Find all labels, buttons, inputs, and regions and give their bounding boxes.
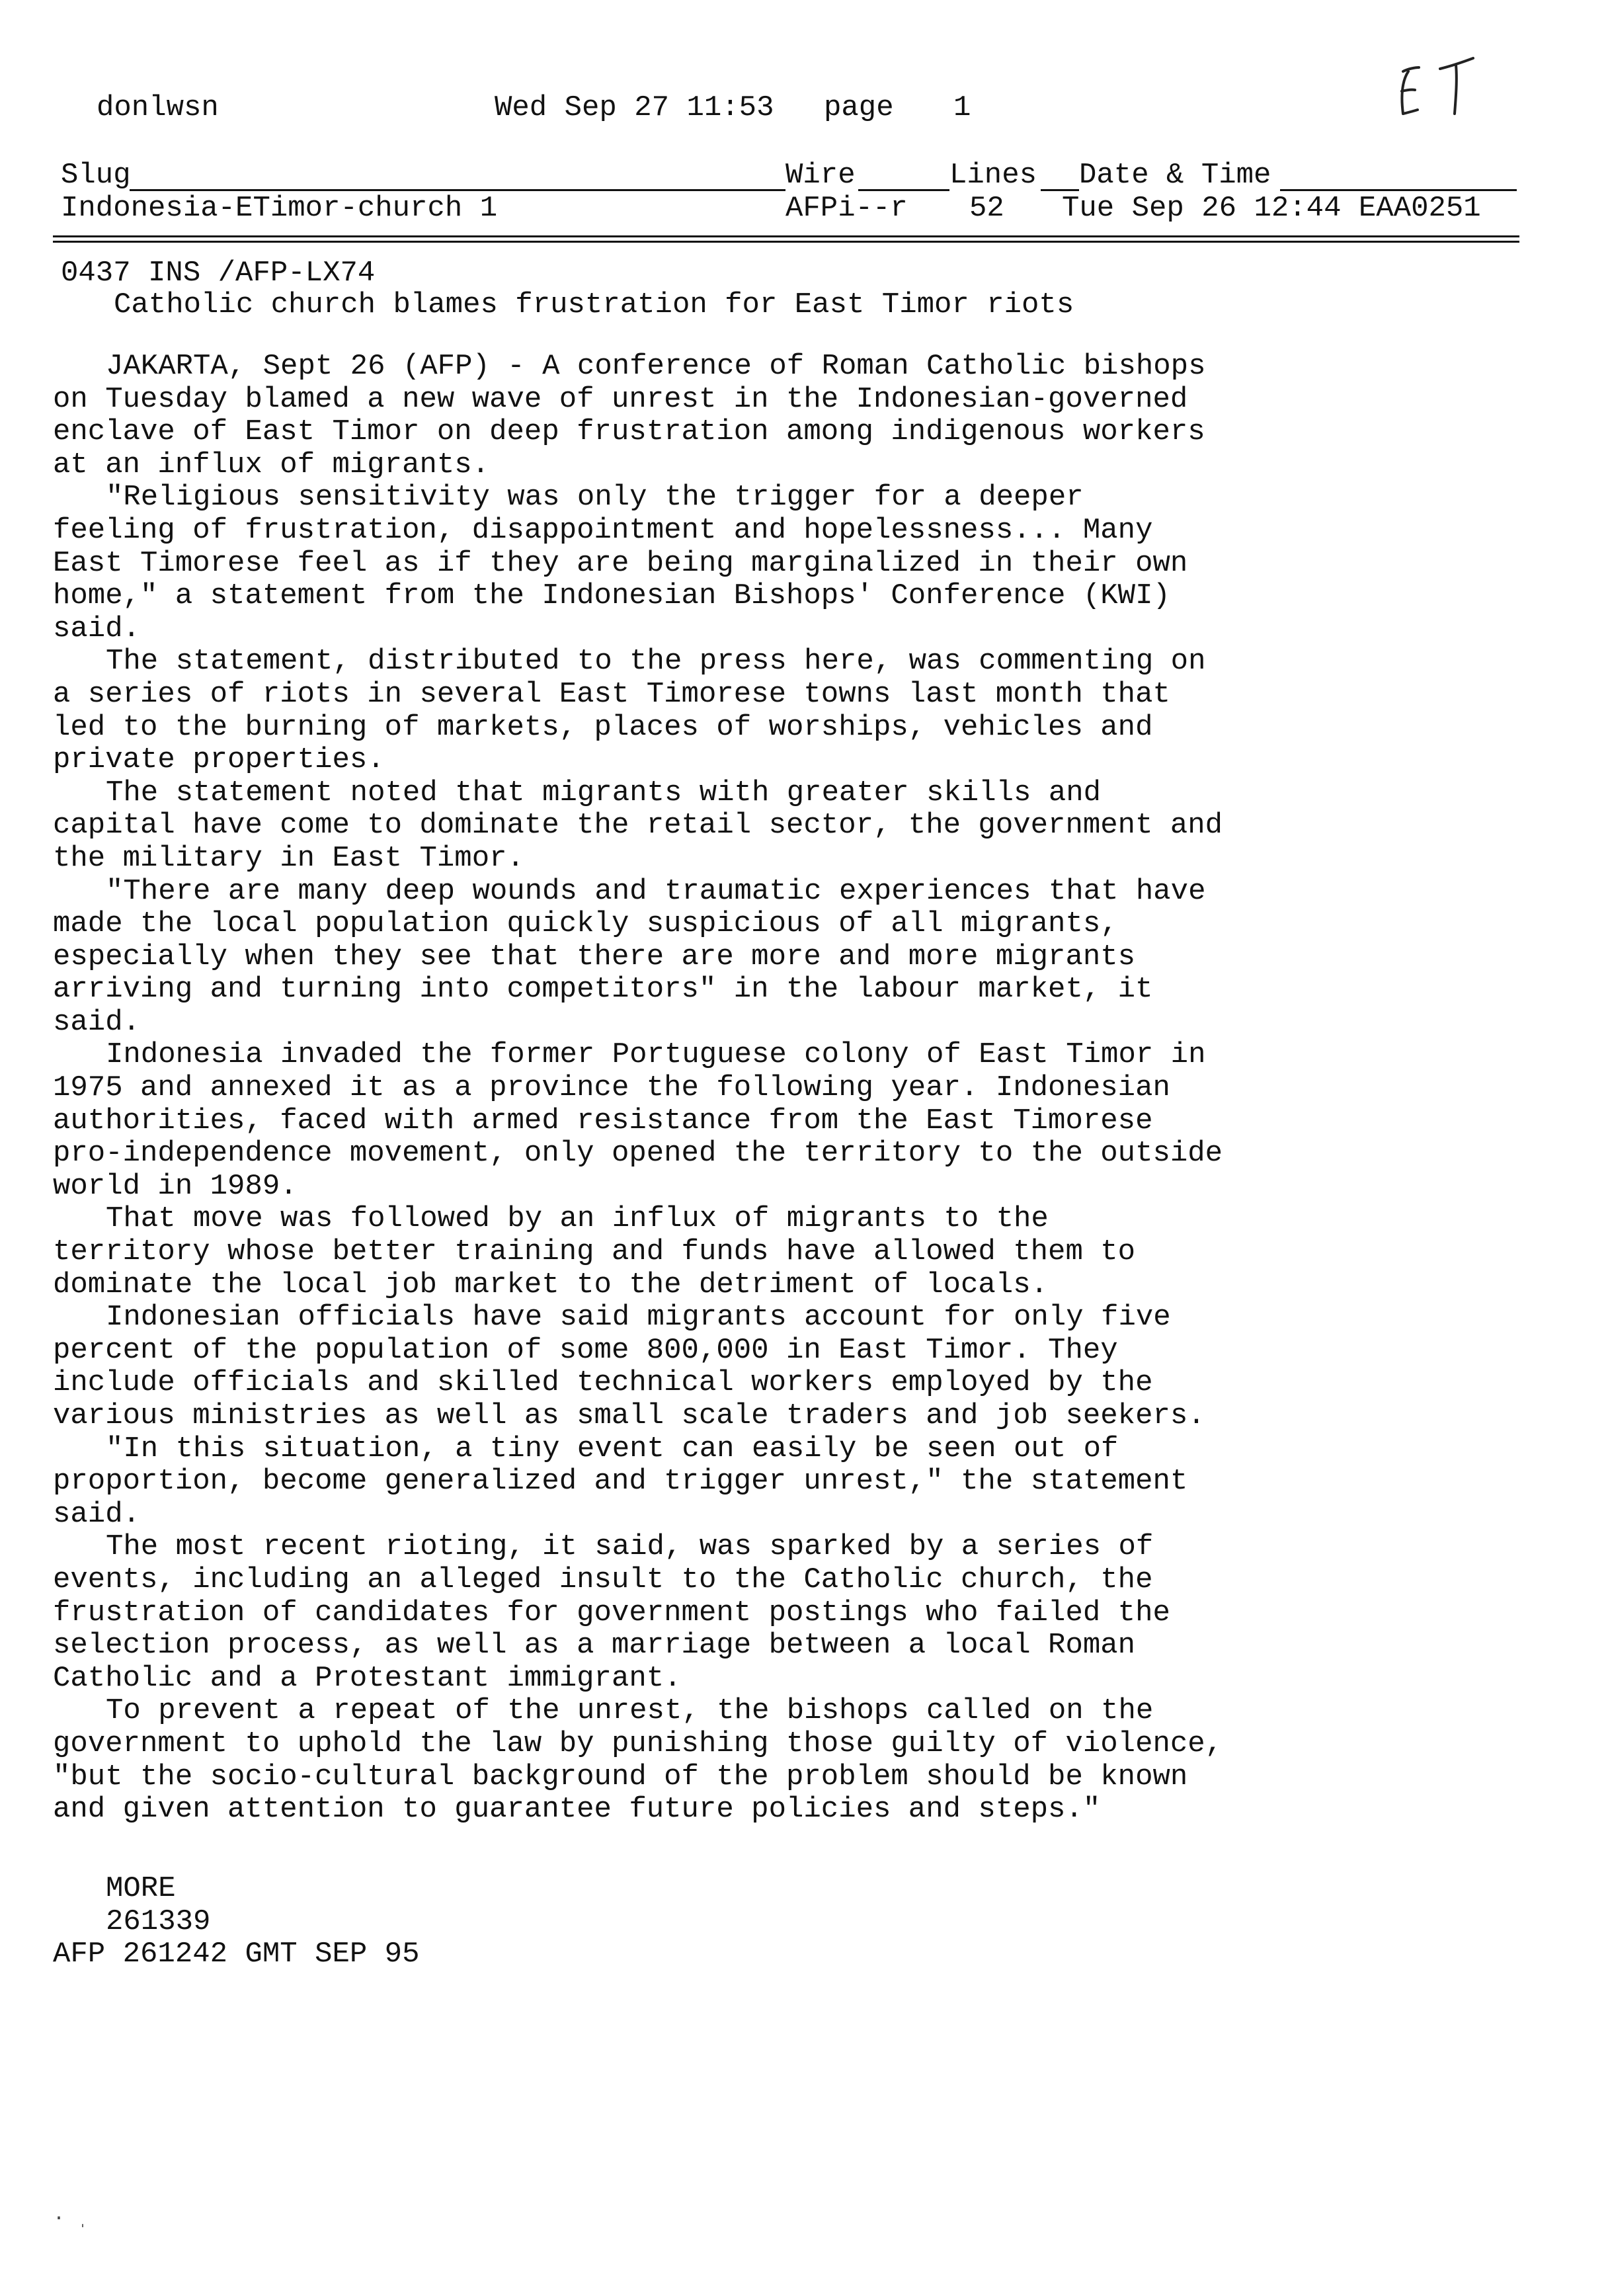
wire-value: AFPi--r <box>785 192 908 225</box>
header-user: donlwsn <box>97 91 219 124</box>
story-paragraph: "There are many deep wounds and traumatic experiences that have made the local population quickly suspicious of all migrants, especially when they see that there are more and more migrants arriving and turning into competitors" in the labour market, it said. <box>53 874 1206 1039</box>
double-rule-divider <box>53 234 1519 245</box>
story-body <box>53 350 1547 1826</box>
footer-dateline: AFP 261242 GMT SEP 95 <box>53 1938 420 1971</box>
story-paragraph: JAKARTA, Sept 26 (AFP) - A conference of Roman Catholic bishops on Tuesday blamed a new wave of unrest in the Indonesian-governed enclave of East Timor on deep frustration among indigenous workers at an influx of migrants. <box>53 350 1206 481</box>
headline: Catholic church blames frustration for East Timor riots <box>114 288 1074 321</box>
slug-value: Indonesia-ETimor-church 1 <box>61 192 498 225</box>
header-datetime: Wed Sep 27 11:53 <box>495 91 774 124</box>
lines-label: Lines <box>949 159 1037 192</box>
story-paragraph: Indonesian officials have said migrants account for only five percent of the population of some 800,000 in East Timor. They include officials and skilled technical workers employed by the various ministries as well as small scale traders and job seekers. <box>53 1301 1205 1432</box>
scan-specks: · ˌ <box>53 2207 89 2230</box>
date-time-value: Tue Sep 26 12:44 EAA0251 <box>1062 192 1481 225</box>
header-page-label: page <box>824 91 894 124</box>
date-time-label: Date & Time <box>1079 159 1271 192</box>
header-page-number: 1 <box>953 91 971 124</box>
story-paragraph: Indonesia invaded the former Portuguese colony of East Timor in 1975 and annexed it as a province the following year. Indonesian authorities, faced with armed resistance from the East Timorese pro-independence movement, only opened the territory to the outside world in 1989. <box>53 1038 1223 1203</box>
handwritten-et-mark <box>1394 53 1486 126</box>
story-paragraph: That move was followed by an influx of migrants to the territory whose better training and funds have allowed them to dominate the local job market to the detriment of locals. <box>53 1202 1136 1301</box>
slug-underline <box>130 189 785 191</box>
story-paragraph: To prevent a repeat of the unrest, the bishops called on the government to uphold the law by punishing those guilty of violence, "but the socio-cultural background of the problem should be known and given attention to guarantee future policies and steps." <box>53 1694 1223 1826</box>
slug-label: Slug <box>61 159 131 192</box>
story-paragraph: The most recent rioting, it said, was sparked by a series of events, including an alleged insult to the Catholic church, the frustration of candidates for government postings who failed the selection process, as well as a marriage between a local Roman Catholic and a Protestant immigrant. <box>53 1530 1170 1695</box>
date-time-underline <box>1280 189 1517 191</box>
story-paragraph: The statement noted that migrants with greater skills and capital have come to dominate the retail sector, the government and the military in East Timor. <box>53 776 1223 875</box>
story-code: 0437 INS /AFP-LX74 <box>61 257 376 290</box>
story-paragraph: The statement, distributed to the press here, was commenting on a series of riots in several East Timorese towns last month that led to the burning of markets, places of worships, vehicles and private properties. <box>53 645 1206 777</box>
story-footer <box>53 1873 420 1971</box>
wire-label: Wire <box>785 159 856 192</box>
lines-value: 52 <box>969 192 1004 225</box>
footer-number: 261339 <box>106 1905 211 1938</box>
story-paragraph: "In this situation, a tiny event can easily be seen out of proportion, become generalized and trigger unrest," the statement said. <box>53 1432 1188 1531</box>
lines-underline <box>1041 189 1079 191</box>
more-marker: MORE <box>106 1872 176 1905</box>
wire-underline <box>858 189 949 191</box>
story-paragraph: "Religious sensitivity was only the trigger for a deeper feeling of frustration, disappointment and hopelessness... Many East Timorese feel as if they are being marginalized in their own home," a statement from the Indonesian Bishops' Conference (KWI) said. <box>53 481 1188 645</box>
